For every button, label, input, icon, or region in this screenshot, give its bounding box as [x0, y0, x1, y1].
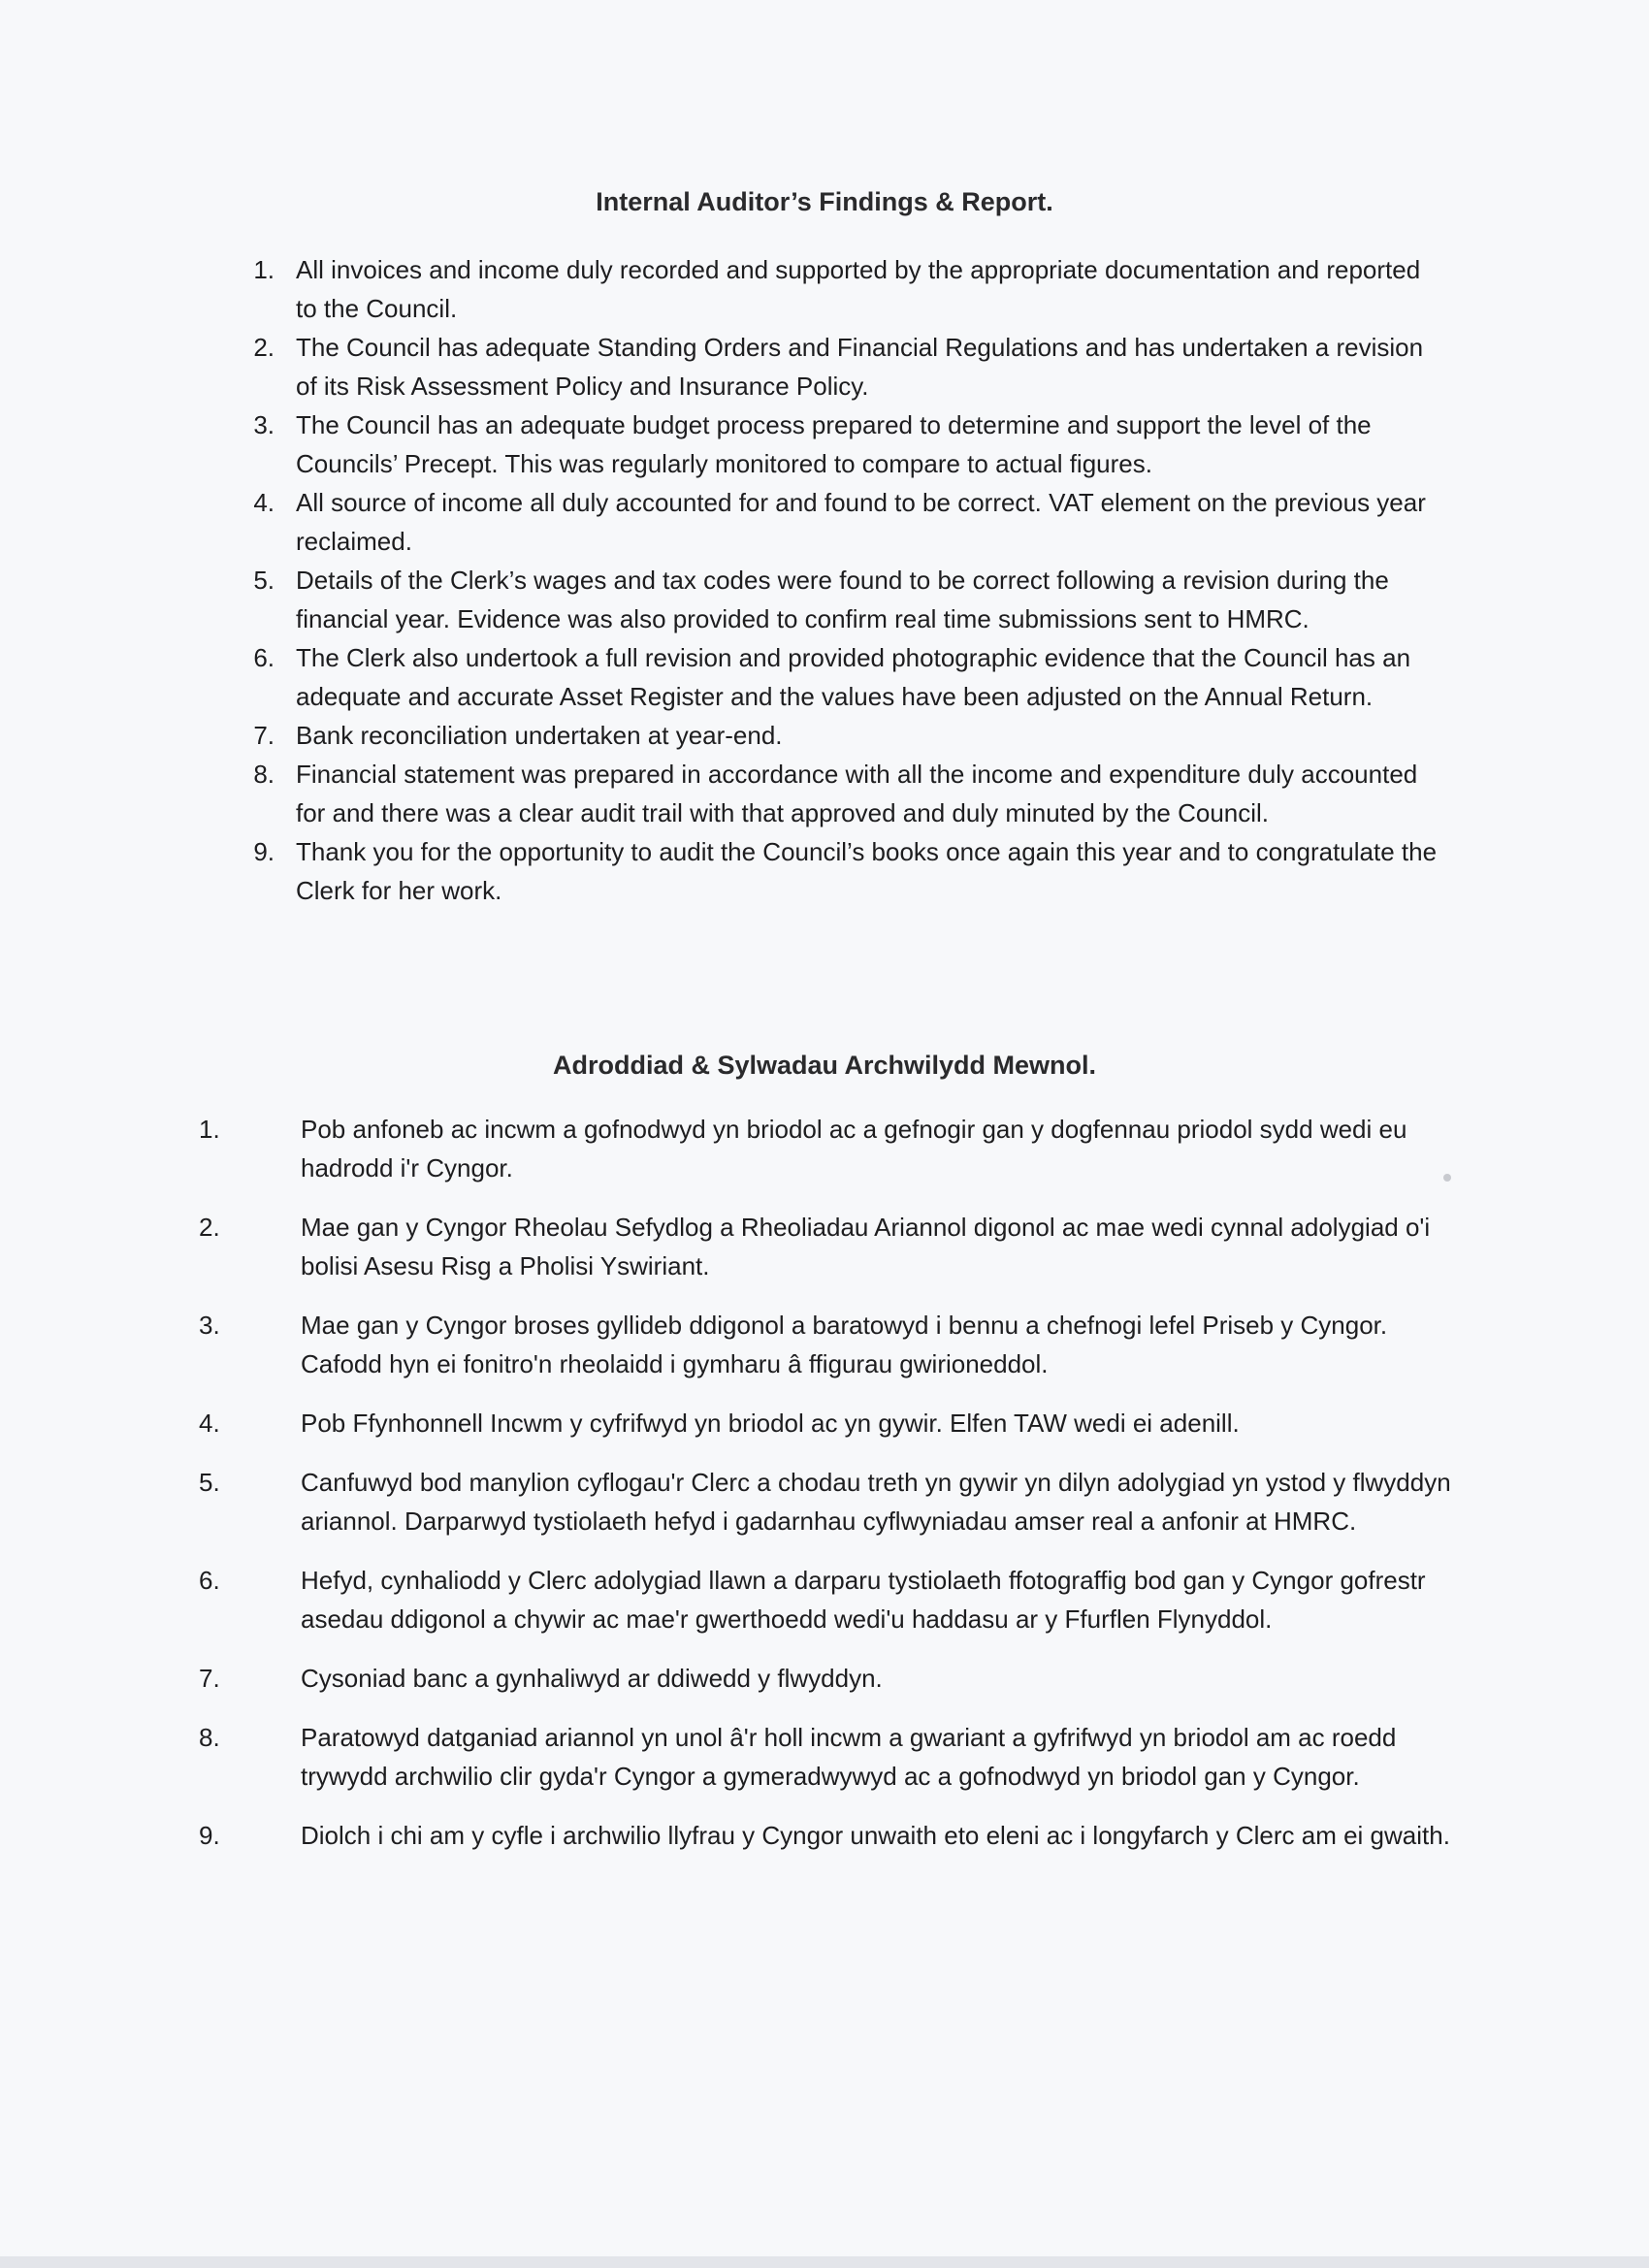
english-heading: Internal Auditor’s Findings & Report. — [596, 187, 1053, 216]
list-item — [199, 1561, 1460, 1638]
list-item — [199, 1718, 1460, 1796]
list-item — [199, 1404, 1460, 1442]
list-item — [245, 638, 1439, 716]
item-number: 7. — [253, 721, 275, 750]
item-number: 7. — [199, 1664, 220, 1693]
item-text: Cysoniad banc a gynhaliwyd ar ddiwedd y flwyddyn. — [301, 1664, 883, 1693]
item-text: Mae gan y Cyngor broses gyllideb ddigonol a baratowyd i bennu a chefnogi lefel Priseb y Cyngor. Cafodd hyn ei fonitro'n rheolaidd i gymharu â ffigurau gwirioneddol. — [301, 1311, 1388, 1378]
item-text: Diolch i chi am y cyfle i archwilio llyfrau y Cyngor unwaith eto eleni ac i longyfarch y Clerc am ei gwaith. — [301, 1821, 1450, 1850]
list-item — [245, 405, 1439, 483]
item-number: 2. — [253, 333, 275, 362]
list-item — [245, 250, 1439, 328]
scan-speck — [1443, 1174, 1451, 1182]
list-item — [245, 483, 1439, 561]
item-number: 3. — [253, 410, 275, 439]
welsh-heading: Adroddiad & Sylwadau Archwilydd Mewnol. — [552, 1051, 1097, 1080]
list-item — [199, 1659, 1460, 1698]
item-text: Financial statement was prepared in accordance with all the income and expenditure duly accounted for and there was a clear audit trail with that approved and duly minuted by the Council. — [296, 760, 1418, 827]
item-number: 3. — [199, 1311, 220, 1340]
item-text: The Council has an adequate budget process prepared to determine and support the level of the Councils’ Precept. This was regularly monitored to compare to actual figures. — [296, 410, 1372, 478]
item-text: Pob Ffynhonnell Incwm y cyfrifwyd yn briodol ac yn gywir. Elfen TAW wedi ei adenill. — [301, 1409, 1240, 1438]
list-item — [199, 1110, 1460, 1187]
item-text: Hefyd, cynhaliodd y Clerc adolygiad llawn a darparu tystiolaeth ffotograffig bod gan y Cyngor gofrestr asedau ddigonol a chywir ac mae'r gwerthoedd wedi'u haddasu ar y Ffurflen Flynyddol. — [301, 1566, 1426, 1634]
list-item — [199, 1816, 1460, 1855]
item-number: 5. — [199, 1468, 220, 1497]
item-text: Thank you for the opportunity to audit the Council’s books once again this year and to congratulate the Clerk for her work. — [296, 837, 1438, 905]
item-text: Bank reconciliation undertaken at year-end. — [296, 721, 783, 750]
item-text: Paratowyd datganiad ariannol yn unol â'r holl incwm a gwariant a gyfrifwyd yn briodol am ac roedd trywydd archwilio clir gyda'r Cyngor a gymeradwywyd ac a gofnodwyd yn briodol gan y Cyngor. — [301, 1723, 1397, 1791]
item-number: 1. — [199, 1115, 220, 1144]
item-number: 4. — [199, 1409, 220, 1438]
item-text: Canfuwyd bod manylion cyflogau'r Clerc a chodau treth yn gywir yn dilyn adolygiad yn ystod y flwyddyn ariannol. Darparwyd tystiolaeth hefyd i gadarnhau cyflwyniadau amser real a anfonir at HMRC. — [301, 1468, 1451, 1536]
english-findings-list — [245, 250, 1439, 910]
item-number: 6. — [253, 643, 275, 672]
item-text: The Clerk also undertook a full revision and provided photographic evidence that the Council has an adequate and accurate Asset Register and the values have been adjusted on the Annual Return. — [296, 643, 1411, 711]
item-number: 2. — [199, 1213, 220, 1242]
item-number: 4. — [253, 488, 275, 517]
item-text: The Council has adequate Standing Orders and Financial Regulations and has undertaken a revision of its Risk Assessment Policy and Insurance Policy. — [296, 333, 1424, 401]
list-item — [199, 1463, 1460, 1540]
item-number: 8. — [199, 1723, 220, 1752]
list-item — [199, 1208, 1460, 1285]
item-number: 6. — [199, 1566, 220, 1595]
scan-bottom-edge — [0, 2256, 1649, 2268]
welsh-findings-list — [199, 1110, 1460, 1875]
item-number: 1. — [253, 255, 275, 284]
item-number: 5. — [253, 566, 275, 595]
item-number: 8. — [253, 760, 275, 789]
item-text: Details of the Clerk’s wages and tax codes were found to be correct following a revision during the financial year. Evidence was also provided to confirm real time submissions sent to HMRC. — [296, 566, 1389, 633]
list-item — [245, 755, 1439, 832]
item-text: All source of income all duly accounted for and found to be correct. VAT element on the previous year reclaimed. — [296, 488, 1426, 556]
item-number: 9. — [253, 837, 275, 866]
list-item — [245, 716, 1439, 755]
list-item — [245, 561, 1439, 638]
list-item — [245, 832, 1439, 910]
item-text: All invoices and income duly recorded and supported by the appropriate documentation and reported to the Council. — [296, 255, 1421, 323]
list-item — [245, 328, 1439, 405]
item-number: 9. — [199, 1821, 220, 1850]
list-item — [199, 1306, 1460, 1383]
item-text: Pob anfoneb ac incwm a gofnodwyd yn briodol ac a gefnogir gan y dogfennau priodol sydd wedi eu hadrodd i'r Cyngor. — [301, 1115, 1407, 1183]
item-text: Mae gan y Cyngor Rheolau Sefydlog a Rheoliadau Ariannol digonol ac mae wedi cynnal adolygiad o'i bolisi Asesu Risg a Pholisi Yswiriant. — [301, 1213, 1431, 1280]
